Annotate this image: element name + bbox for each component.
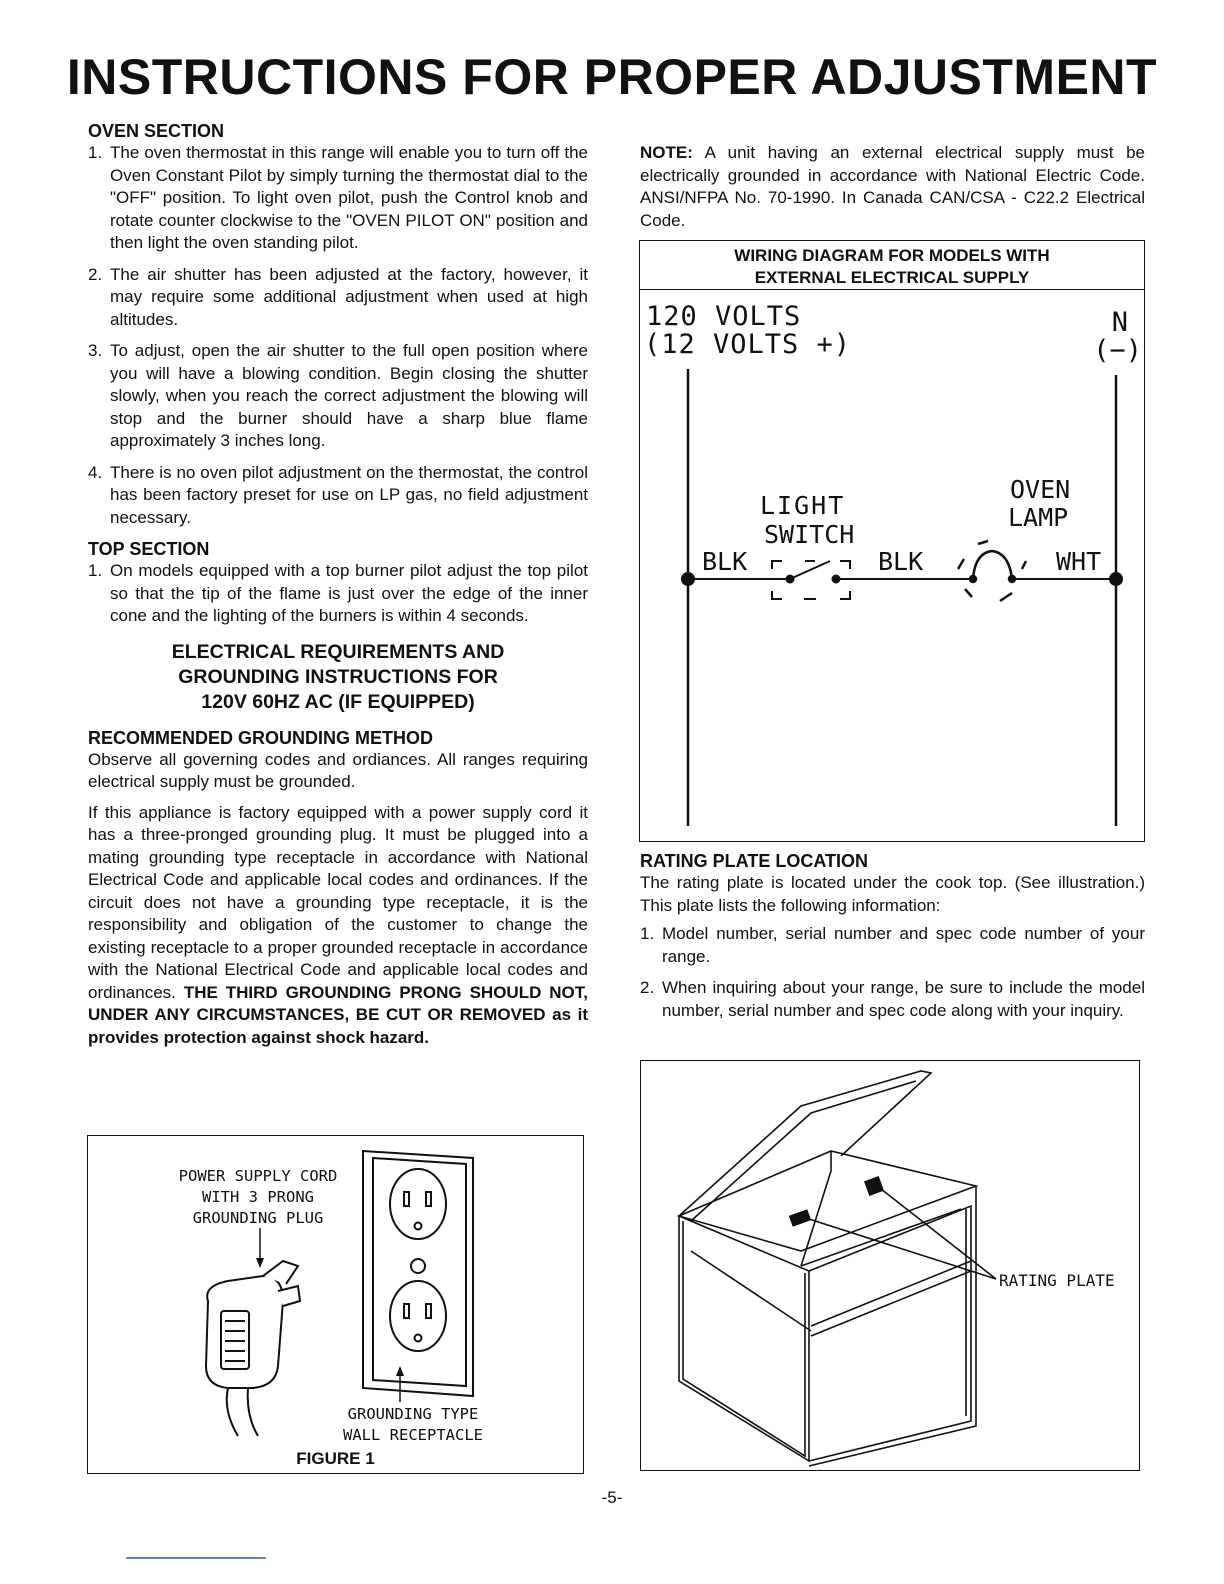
voltage-12: (12 VOLTS +) [644,329,852,360]
electrical-note: NOTE: A unit having an external electrical supply must be electrically grounded in accordance with National Electric Code. ANSI/NFPA No. 70-1990. In Canada CAN/CSA - C22.2 Electrical Code. [640,143,1146,230]
light-label: LIGHT [760,491,846,520]
list-item: 4. There is no oven pilot adjustment on the thermostat, the control has been factory preset for use on LP gas, no field adjustment necessary. [88,462,588,527]
terminal-dot-left [681,572,695,586]
left-column [88,120,588,1049]
wiring-schematic [640,241,1144,841]
list-item: 2. When inquiring about your range, be sure to include the model number, serial number and spec code along with your inquiry. [640,978,1145,1020]
oven-section-heading: OVEN SECTION [88,121,225,141]
lamp-label: LAMP [1008,503,1069,532]
rating-list [640,923,1145,1022]
range-cabinet-illustration [641,1061,1139,1470]
list-item: 1. Model number, serial number and spec code number of your range. [640,924,1145,966]
terminal-dot-right [1109,572,1123,586]
oven-section-list [88,142,588,529]
list-item: 3. To adjust, open the air shutter to the full open position where you will have a blowing condition. Begin closing the shutter slowly, when you reach the correct adjustment the blowing will stop and the burner should have a sharp blue flame approximately 3 inches long. [88,341,588,450]
page-title: INSTRUCTIONS FOR PROPER ADJUSTMENT [66,49,1158,105]
wall-receptacle-icon [363,1151,473,1396]
voltage-120: 120 VOLTS [646,301,802,332]
list-item: 1. The oven thermostat in this range will enable you to turn off the Oven Constant Pilot by simply turning the thermostat dial to the "OFF" position. To light oven pilot, push the Control knob and rotate counter clockwise to the "OVEN PILOT ON" position and then light the oven standing pilot. [88,143,588,252]
grounding-para-2: If this appliance is factory equipped with a power supply cord it has a three-pronged grounding plug. It must be plugged into a mating grounding type receptacle in accordance with National Electrical Code and applicable local codes and ordinances. If the circuit does not have a grounding type receptacle, it is the responsibility and obligation of the customer to change the existing receptacle to a proper grounded receptacle in accordance with the National Electrical Code and applicable local codes and ordinances. THE THIRD GROUNDING PRONG SHOULD NOT, UNDER ANY CIRCUMSTANCES, BE CUT OR REMOVED as it provides protection against shock hazard. [88,802,589,1047]
electrical-heading: ELECTRICAL REQUIREMENTS AND GROUNDING INSTRUCTIONS FOR 120V 60HZ AC (IF EQUIPPED) [171,640,505,713]
blk-label-2: BLK [878,547,924,576]
figure-1-caption: FIGURE 1 [296,1449,375,1468]
blk-label-1: BLK [702,547,748,576]
oven-lamp-icon [958,541,1026,601]
rating-plate-illustration-box [640,1060,1140,1471]
right-column [640,142,1145,232]
neutral-minus-label: (−) [1093,335,1142,366]
receptacle-label: GROUNDING TYPE WALL RECEPTACLE [343,1405,483,1444]
wiring-diagram-box [639,240,1145,842]
figure-1-box [87,1135,584,1474]
rating-intro: The rating plate is located under the cook top. (See illustration.) This plate lists the following information: [640,873,1145,915]
grounding-warning: THE THIRD GROUNDING PRONG SHOULD NOT, UNDER ANY CIRCUMSTANCES, BE CUT OR REMOVED as it provides protection against shock hazard. [88,982,589,1047]
page-number: -5- [601,1488,623,1507]
oven-label: OVEN [1010,475,1071,504]
switch-label: SWITCH [764,520,855,549]
wht-label: WHT [1056,547,1102,576]
list-item: 1. On models equipped with a top burner pilot adjust the top pilot so that the tip of the flame is just over the edge of the inner cone and the lighting of the burners is within 4 seconds. [88,561,588,625]
grounding-heading: RECOMMENDED GROUNDING METHOD [88,727,433,748]
neutral-label: N [1111,307,1128,338]
rating-heading: RATING PLATE LOCATION [640,851,868,871]
rating-section [640,850,1145,1031]
rating-plate-label: RATING PLATE [999,1271,1115,1290]
grounding-plug-icon [206,1261,300,1436]
top-section-heading: TOP SECTION [88,539,210,559]
grounding-para-1: Observe all governing codes and ordiances. All ranges requiring electrical supply must be grounded. [88,749,588,791]
cord-label: POWER SUPPLY CORD WITH 3 PRONG GROUNDING PLUG [178,1167,338,1227]
top-section-list [88,560,588,628]
wiring-diagram-heading: WIRING DIAGRAM FOR MODELS WITH EXTERNAL ELECTRICAL SUPPLY [640,241,1144,290]
divider [126,1557,266,1559]
list-item: 2. The air shutter has been adjusted at the factory, however, it may require some additional adjustment when used at high altitudes. [88,264,588,329]
